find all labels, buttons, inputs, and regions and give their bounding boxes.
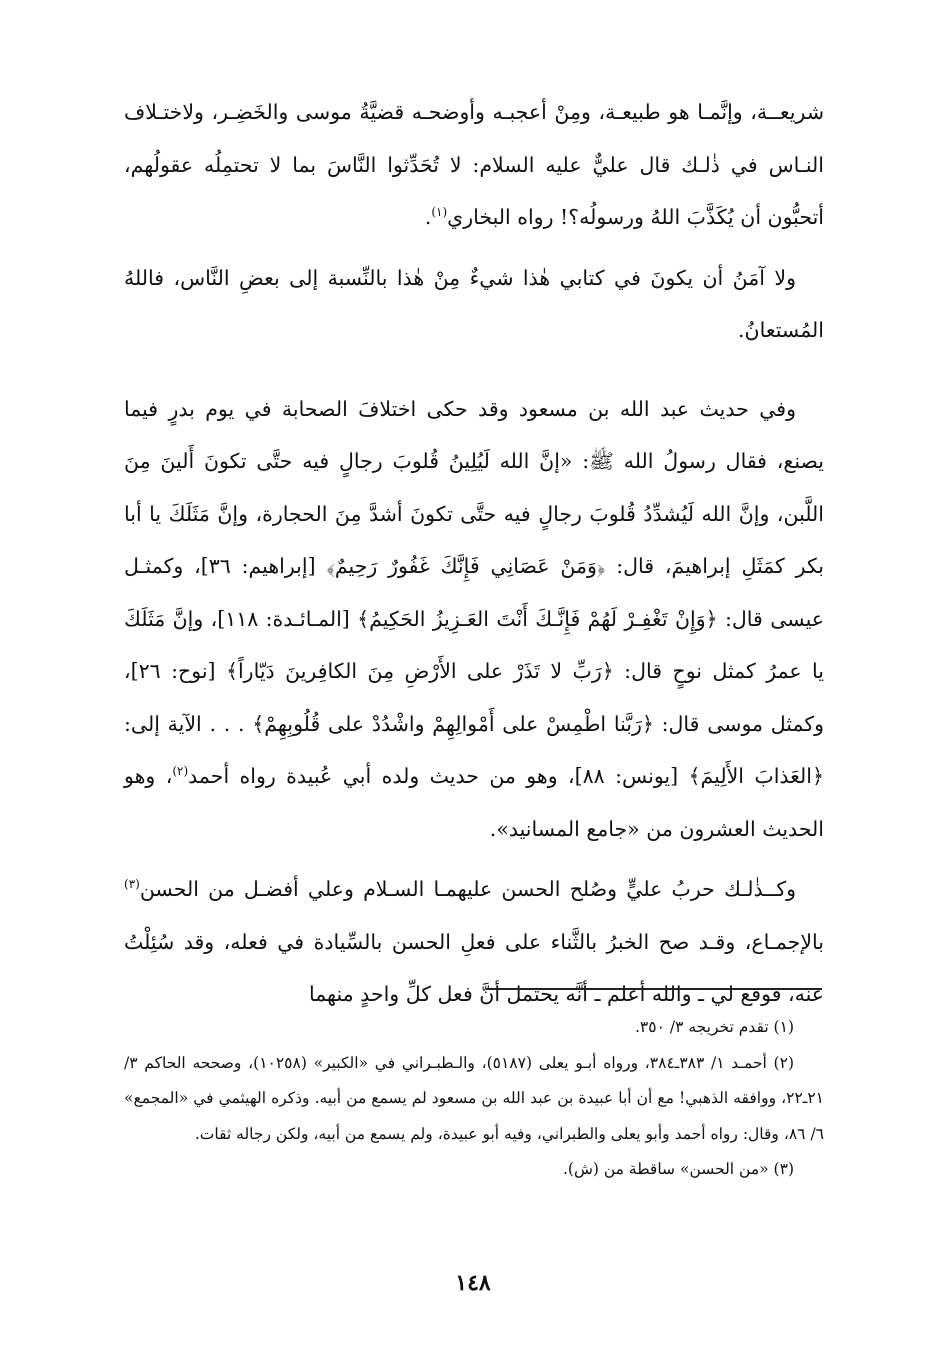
- paragraph-3-end: ، وهو الحديث العشرون من «جامع المسانيد».: [124, 764, 824, 841]
- footnote-ref-2: (٢): [172, 764, 189, 779]
- page-number: ١٤٨: [455, 1270, 491, 1296]
- footnote-ref-1: (١): [431, 205, 448, 220]
- footnote-divider: [487, 988, 822, 990]
- footnote-3: (٣) «من الحسن» ساقطة من (ش).: [563, 1160, 794, 1178]
- paragraph-3-text: وفي حديث عبد الله بن مسعود وقد حكى اختلافَ الصحابة في يوم بدرٍ فيما يصنع، فقال رسولُ الله ﷺ: «إنَّ الله لَيُلِينُ قُلوبَ رجالٍ فيه حتَّى تكونَ أَلينَ مِنَ اللَّبن، وإنَّ الله لَيُشدِّدُ قُلوبَ رجالٍ فيه حتَّى تكونَ أشدَّ مِنَ الحجارة، وإنَّ مَثَلَكَ يا أبا بكر كمَثَلِ إبراهيمَ، قال: ﴿وَمَنْ عَصَانِي فَإِنَّكَ غَفُورٌ رَحِيمٌ﴾ [إبراهيم: ٣٦]، وكمثـل عيسى قال: ﴿وَإِنْ تَغْفِـرْ لَهُمْ فَإِنَّـكَ أَنْتَ العَـزِيزُ الحَكِيمُ﴾ [المـائـدة: ١١٨]، وإنَّ مَثَلَكَ يا عمرُ كمثل نوحٍ قال: ﴿رَبِّ لا تَذَرْ على الأَرْضِ مِنَ الكافِرينَ دَيّاراً﴾ [نوح: ٢٦]، وكمثل موسى قال: ﴿رَبَّنا اطْمِسْ على أَمْوالِهِمْ واشْدُدْ على قُلُوبِهِمْ﴾ . . . الآية إلى: ﴿العَذابَ الأَلِيمَ﴾ [يونس: ٨٨]، وهو من حديث ولده أبي عُبيدة رواه أحمد: [124, 396, 825, 788]
- paragraph-4-end: بالإجمـاع، وقـد صح الخبرُ بالثَّناء على فعلِ الحسن بالسِّيادة في فعله، وقد سُئِلْتُ عنه، فوقع لي ـ والله أعلم ـ أنَّه يحتمل أنَّ فعل كلِّ واحدٍ منهما: [124, 929, 824, 1006]
- footnote-ref-3: (٣): [124, 877, 140, 892]
- footnotes: [124, 1010, 824, 1188]
- footnote-1: (١) تقدم تخريجه ٣/ ٣٥٠.: [634, 1018, 794, 1036]
- paragraph-3: [124, 383, 824, 856]
- paragraph-4: [124, 863, 824, 1021]
- paragraph-1-text: شريعــة، وإنَّمـا هو طبيعـة، ومِنْ أعجبـه وأوضحـه قضيَّةُ موسى والخَضِـر، ولاختـلاف النـاس في ذٰلـك قال عليٌّ عليه السلام: لا تُحَدِّثوا النَّاسَ بما لا تحتمِلُه عقولُهم، أتحبُّون أن يُكَذَّبَ اللهُ ورسولُه؟! رواه البخاري: [124, 100, 824, 229]
- paragraph-1-end: .: [424, 205, 432, 229]
- paragraph-4-start: وكــذٰلـك حربُ عليٍّ وصُلح الحسن عليهمـا السـلام وعلي أفضـل من الحسن: [139, 877, 796, 901]
- footnote-2: (٢) أحمـد ١/ ٣٨٣ـ٣٨٤، ورواه أبـو يعلى (٥١٨٧)، والـطبـراني في «الكبير» (١٠٢٥٨)، وصححه الحاكم ٣/ ٢١ـ٢٢، ووافقه الذهبي! مع أن أبا عبيدة بن عبد الله بن مسعود لم يسمع من أبيه. وذكره الهيثمي في «المجمع» ٦/ ٨٦، وقال: رواه أحمد وأبو يعلى والطبراني، وفيه أبو عبيدة، ولم يسمع من أبيه، ولكن رجاله ثقات.: [124, 1053, 824, 1143]
- paragraph-2: ولا آمَنُ أن يكونَ في كتابي هٰذا شيءٌ مِنْ هٰذا بالنِّسبة إلى بعضِ النَّاس، فاللهُ المُستعانُ.: [124, 265, 824, 342]
- main-text: [124, 86, 824, 1021]
- paragraph-1: [124, 86, 824, 244]
